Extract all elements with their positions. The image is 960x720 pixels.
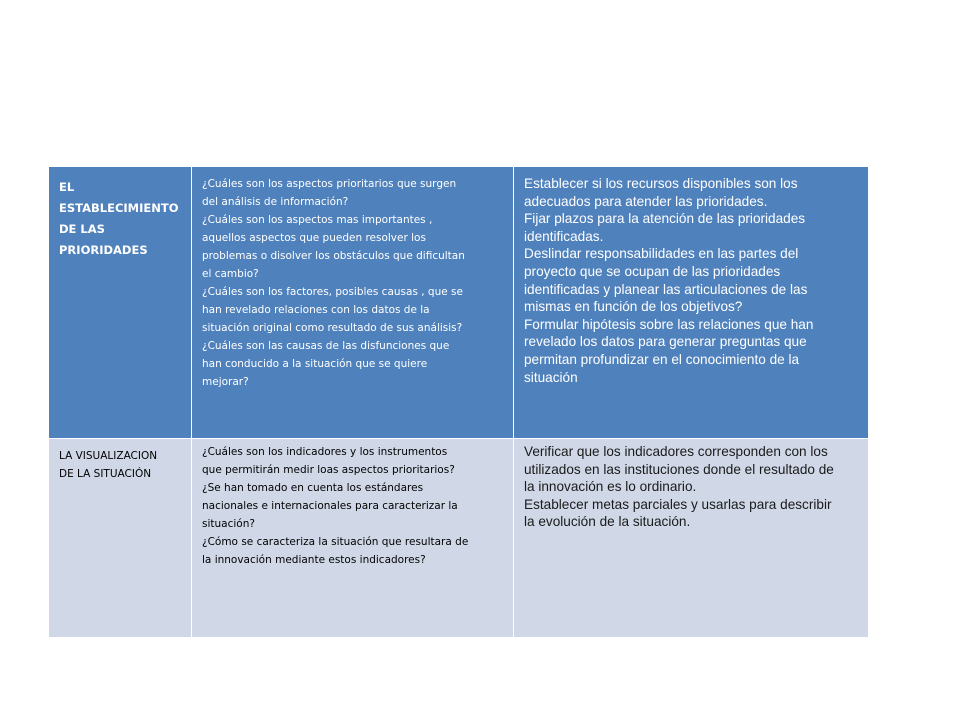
action-line: identificadas. [524,228,604,244]
question-line: ¿Cuáles son las causas de las disfunciones que [202,340,450,352]
action-line: revelado los datos para generar preguntas que [524,334,807,350]
row-title-line: ESTABLECIMIENTO [59,201,179,215]
question-line: el cambio? [202,268,259,280]
table-cell-actions [514,167,869,439]
question-line: han revelado relaciones con los datos de la [202,304,430,316]
action-line: la innovación es lo ordinario. [524,479,697,495]
action-line: situación [524,369,578,385]
question-line: ¿Se han tomado en cuenta los estándares [202,482,424,494]
action-line: Formular hipótesis sobre las relaciones que han [524,316,814,332]
action-line: Fijar plazos para la atención de las prioridades [524,211,806,227]
table-cell-questions [192,167,514,439]
table-cell-title [49,167,192,439]
action-line: adecuados para atender las prioridades. [524,193,768,209]
action-line: Establecer si los recursos disponibles son los [524,176,798,191]
question-line: ¿Cuáles son los indicadores y los instrumentos [202,446,448,458]
row-title-line: DE LAS [59,222,105,236]
question-line: del análisis de información? [202,196,349,208]
table-cell-title [49,439,192,638]
row-title-line: LA VISUALIZACION [59,450,158,462]
row-title-line: DE LA SITUACIÓN [59,468,152,480]
table-cell-questions [192,439,514,638]
question-line: que permitirán medir loas aspectos prioritarios? [202,464,455,476]
question-line: situación? [202,518,255,530]
question-line: situación original como resultado de sus análisis? [202,322,463,334]
row-title-line: EL [59,180,75,194]
table-row-establecimiento [49,167,869,439]
question-line: ¿Cuáles son los aspectos mas importantes , [202,214,433,226]
priorities-table [48,166,869,638]
question-line: ¿Cuáles son los aspectos prioritarios que surgen [202,178,457,190]
action-line: identificadas y planear las articulaciones de las [524,281,808,297]
question-line: aquellos aspectos que pueden resolver los [202,232,426,244]
action-line: proyecto que se ocupan de las prioridades [524,263,781,279]
question-line: nacionales e internacionales para caracterizar la [202,500,458,512]
question-line: mejorar? [202,376,249,388]
question-line: problemas o disolver los obstáculos que dificultan [202,250,465,262]
action-line: Verificar que los indicadores corresponden con los [524,444,828,459]
action-line: la evolución de la situación. [524,514,691,530]
action-line: utilizados en las instituciones donde el resultado de [524,461,834,477]
action-line: mismas en función de los objetivos? [524,299,743,315]
action-line: Establecer metas parciales y usarlas para describir [524,496,832,512]
table-row-visualizacion [49,439,869,638]
action-line: Deslindar responsabilidades en las partes del [524,246,799,262]
question-line: han conducido a la situación que se quiere [202,358,428,370]
action-line: permitan profundizar en el conocimiento de la [524,351,800,367]
question-line: ¿Cómo se caracteriza la situación que resultara de [202,536,469,548]
table-cell-actions [514,439,869,638]
question-line: la innovación mediante estos indicadores? [202,554,426,566]
question-line: ¿Cuáles son los factores, posibles causas , que se [202,286,463,298]
row-title-line: PRIORIDADES [59,243,148,257]
